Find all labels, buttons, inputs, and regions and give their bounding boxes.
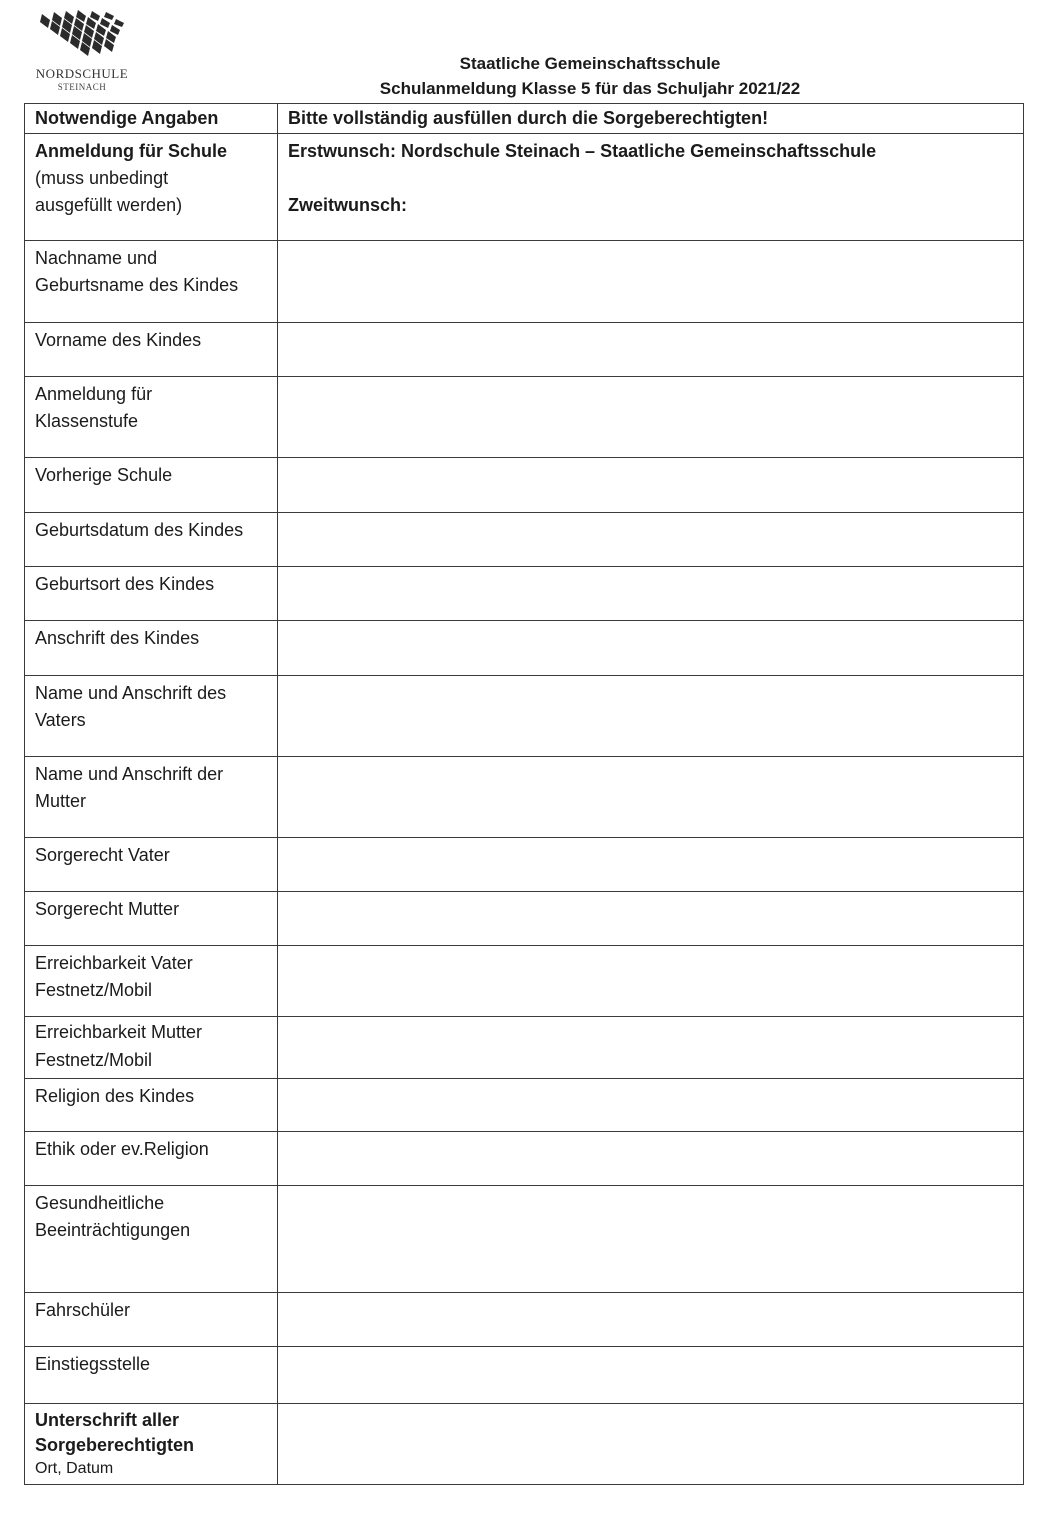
grid-logo-icon — [38, 8, 126, 64]
document-title: Staatliche Gemeinschaftsschule — [459, 54, 721, 73]
table-row — [25, 621, 1024, 676]
row-label: Anschrift des Kindes — [35, 628, 200, 648]
signature-row — [25, 1404, 1024, 1485]
boarding-stop-field[interactable] — [278, 1347, 1024, 1404]
row-label: Anmeldung für — [35, 384, 153, 404]
table-row — [25, 458, 1024, 513]
school-logo — [30, 8, 134, 96]
first-choice: Erstwunsch: Nordschule Steinach – Staatliche Gemeinschaftsschule — [288, 141, 877, 161]
child-firstname-field[interactable] — [278, 323, 1024, 377]
signature-field[interactable] — [278, 1404, 1024, 1485]
school-label-cell — [25, 134, 278, 241]
row-label: Ethik oder ev.Religion — [35, 1139, 209, 1159]
health-field[interactable] — [278, 1186, 1024, 1293]
row-label: Gesundheitliche — [35, 1193, 165, 1213]
place-date-label: Ort, Datum — [35, 1460, 114, 1477]
child-surname-field[interactable] — [278, 241, 1024, 323]
table-row — [25, 838, 1024, 892]
table-row — [25, 241, 1024, 323]
school-label-note-1: (muss unbedingt — [35, 168, 169, 188]
row-label: Mutter — [35, 791, 87, 811]
table-row — [25, 513, 1024, 567]
table-row — [25, 1347, 1024, 1404]
row-label: Einstiegsstelle — [35, 1354, 151, 1374]
mother-contact-field[interactable] — [278, 1017, 1024, 1079]
logo-subtitle: STEINACH — [57, 82, 107, 92]
row-label: Nachname und — [35, 248, 158, 268]
father-contact-field[interactable] — [278, 946, 1024, 1017]
child-address-field[interactable] — [278, 621, 1024, 676]
previous-school-field[interactable] — [278, 458, 1024, 513]
table-row — [25, 946, 1024, 1017]
school-choice-field[interactable] — [278, 134, 1024, 241]
logo-name: NORDSCHULE — [35, 66, 129, 81]
table-row — [25, 323, 1024, 377]
document-subtitle: Schulanmeldung Klasse 5 für das Schuljahr 2021/22 — [379, 79, 801, 98]
birthdate-field[interactable] — [278, 513, 1024, 567]
table-row — [25, 1132, 1024, 1186]
header-right-cell: Bitte vollständig ausfüllen durch die Sorgeberechtigten! — [278, 104, 1024, 134]
row-label: Fahrschüler — [35, 1300, 131, 1320]
row-label: Name und Anschrift des — [35, 683, 227, 703]
religion-field[interactable] — [278, 1079, 1024, 1132]
school-label-note-2: ausgefüllt werden) — [35, 195, 183, 215]
table-row — [25, 676, 1024, 757]
signature-label-2: Sorgeberechtigten — [35, 1435, 195, 1455]
grade-field[interactable] — [278, 377, 1024, 458]
row-label: Sorgerecht Mutter — [35, 899, 180, 919]
table-row — [25, 757, 1024, 838]
school-label: Anmeldung für Schule — [35, 141, 228, 161]
row-label: Vorname des Kindes — [35, 330, 202, 350]
row-label: Religion des Kindes — [35, 1086, 195, 1106]
mother-address-field[interactable] — [278, 757, 1024, 838]
row-label: Sorgerecht Vater — [35, 845, 170, 865]
table-header-row — [25, 104, 1024, 134]
row-label: Vorherige Schule — [35, 465, 173, 485]
row-label: Erreichbarkeit Vater — [35, 953, 193, 973]
school-choice-row — [25, 134, 1024, 241]
birthplace-field[interactable] — [278, 567, 1024, 621]
table-row — [25, 377, 1024, 458]
bus-student-field[interactable] — [278, 1293, 1024, 1347]
table-row — [25, 1293, 1024, 1347]
row-label: Geburtsort des Kindes — [35, 574, 215, 594]
header-left-cell: Notwendige Angaben — [25, 104, 278, 134]
table-row — [25, 567, 1024, 621]
signature-label: Unterschrift aller — [35, 1410, 180, 1430]
row-label: Klassenstufe — [35, 411, 139, 431]
signature-label-cell — [25, 1404, 278, 1485]
row-label: Festnetz/Mobil — [35, 980, 153, 1000]
row-label: Festnetz/Mobil — [35, 1050, 153, 1070]
table-row — [25, 892, 1024, 946]
registration-form-table — [24, 103, 1024, 1485]
father-address-field[interactable] — [278, 676, 1024, 757]
row-label: Geburtsname des Kindes — [35, 275, 239, 295]
father-custody-field[interactable] — [278, 838, 1024, 892]
row-label: Erreichbarkeit Mutter — [35, 1022, 203, 1042]
row-label: Geburtsdatum des Kindes — [35, 520, 244, 540]
row-label: Beeinträchtigungen — [35, 1220, 191, 1240]
mother-custody-field[interactable] — [278, 892, 1024, 946]
table-row — [25, 1017, 1024, 1079]
table-row — [25, 1079, 1024, 1132]
row-label: Name und Anschrift der — [35, 764, 224, 784]
ethics-religion-field[interactable] — [278, 1132, 1024, 1186]
table-row — [25, 1186, 1024, 1293]
row-label: Vaters — [35, 710, 86, 730]
second-choice-label: Zweitwunsch: — [288, 195, 408, 215]
